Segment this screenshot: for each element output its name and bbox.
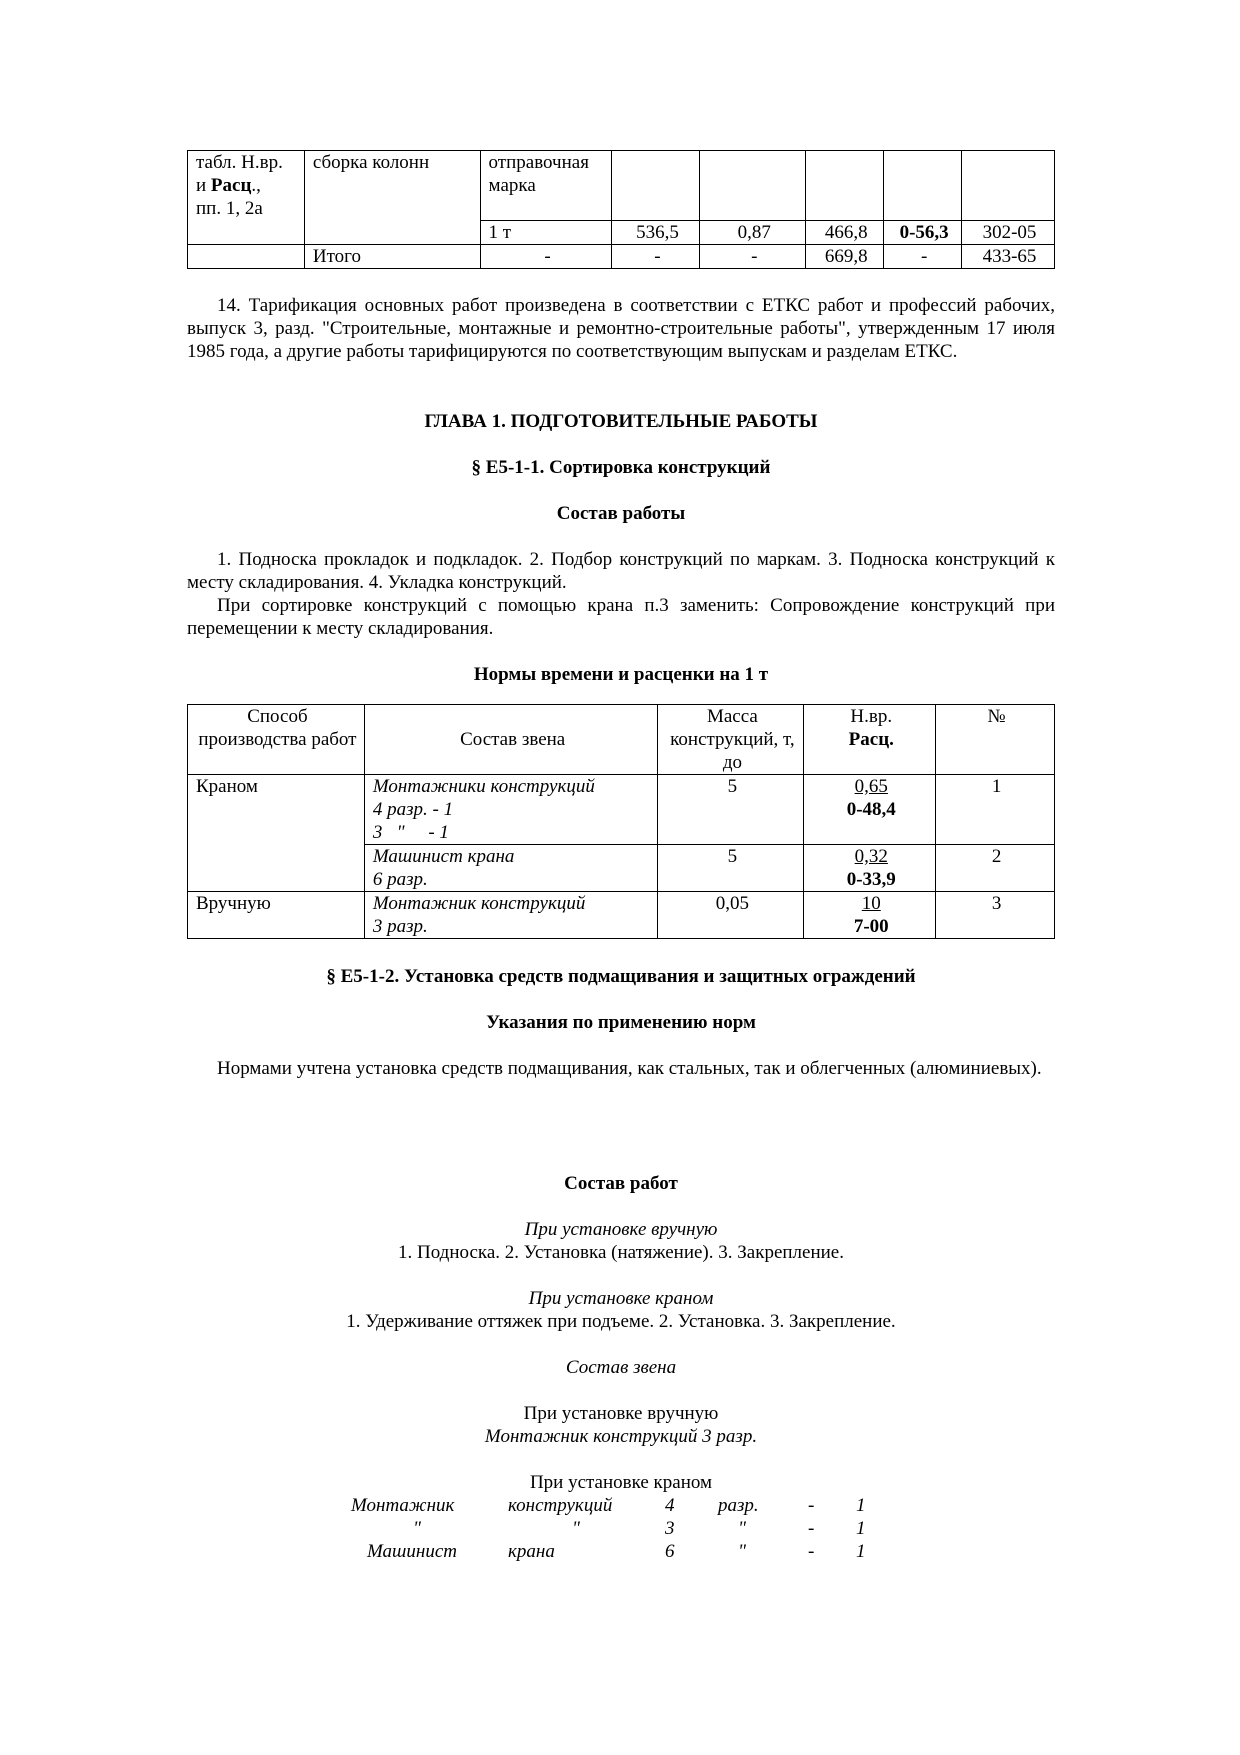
works-title: Состав работ [564,1173,678,1194]
norms-title: Нормы времени и расценки на 1 т [473,664,769,685]
header-mass: Масса конструкций, т, до [658,705,804,775]
top-table-row [188,245,1055,269]
crew-crane-grid [187,1494,1055,1569]
crew-crane-label: При установке краном [529,1472,713,1493]
mass-cell: 0,05 [658,892,804,939]
header-crew: Состав звена [364,705,658,775]
norm-cell: 0,65 0-48,4 [804,775,936,845]
crew-cell: Монтажник [351,1495,455,1516]
value-cell: - [700,245,806,269]
table-header-row [188,705,1055,775]
top-table-wrap [187,150,1055,269]
header-nvr: Н.вр. Расц. [804,705,936,775]
value-cell: 466,8 [806,221,884,245]
ref-cell: табл. Н.вр. и Расц., пп. 1, 2а [188,151,305,245]
crew-cell: Монтажник конструкций 3 разр. [364,892,658,939]
paragraph: Нормами учтена установка средств подмащивания, как стальных, так и облегченных (алюминиевых). [217,1058,1042,1079]
value-cell: 536,5 [612,221,700,245]
num-cell: 2 [936,845,1055,892]
crew-cell: 3 [665,1518,675,1539]
num-cell: 3 [936,892,1055,939]
value-cell: - [480,245,612,269]
section-title: § Е5-1-1. Сортировка конструкций [471,457,771,478]
crew-cell: Машинист крана 6 разр. [364,845,658,892]
crew-cell: 1 [856,1541,866,1562]
table-row [188,892,1055,939]
mass-cell: 5 [658,845,804,892]
crane-label: При установке краном [528,1288,714,1309]
value-cell: - [612,245,700,269]
crew-cell: 1 [856,1518,866,1539]
top-table-row [188,151,1055,221]
crew-cell: " [738,1518,746,1539]
crew-cell: 6 [665,1541,675,1562]
value-cell: 669,8 [806,245,884,269]
norms-table [187,704,1055,939]
value-cell: 433-65 [962,245,1055,269]
paragraph-14: 14. Тарификация основных работ произведена в соответствии с ЕТКС работ и профессий рабочих, выпуск 3, разд. "Строительные, монтажные и ремонтно-строительные работы", утвержденным 17 июля 1985 года, а другие работы тарифицируются по соответствующим выпускам и разделам ЕТКС. [187,295,1055,362]
method-cell: Краном [188,775,365,892]
crew-cell: - [808,1495,815,1516]
crew-cell: " [738,1541,746,1562]
chapter-title: ГЛАВА 1. ПОДГОТОВИТЕЛЬНЫЕ РАБОТЫ [424,411,818,432]
crew-cell: " [572,1518,580,1539]
composition-title: Состав работы [556,503,686,524]
crew-manual-text: Монтажник конструкций 3 разр. [484,1426,758,1447]
section-title: § Е5-1-2. Установка средств подмащивания и защитных ограждений [326,966,916,987]
paragraph: 1. Подноска прокладок и подкладок. 2. Подбор конструкций по маркам. 3. Подноска конструкций к месту складирования. 4. Укладка конструкций. [187,549,1055,593]
crew-cell: Машинист [367,1541,457,1562]
work-cell: сборка колонн [304,151,480,245]
norm-cell: 0,32 0-33,9 [804,845,936,892]
table-row [188,775,1055,845]
crew-cell: 4 [665,1495,675,1516]
unit-cell: 1 т [480,221,612,245]
crew-cell: - [808,1541,815,1562]
norm-cell: 10 7-00 [804,892,936,939]
crew-cell: " [413,1518,421,1539]
crew-cell: конструкций [508,1495,613,1516]
value-cell: 0-56,3 [884,221,962,245]
norms-table-wrap [187,704,1055,939]
guide-title: Указания по применению норм [486,1012,756,1033]
value-cell: - [884,245,962,269]
mass-cell: 5 [658,775,804,845]
num-cell: 1 [936,775,1055,845]
item-cell: отправочная марка [480,151,612,221]
crane-text: 1. Удерживание оттяжек при подъеме. 2. Установка. 3. Закрепление. [346,1311,896,1332]
value-cell: 0,87 [700,221,806,245]
crew-manual-label: При установке вручную [523,1403,719,1424]
top-table [187,150,1055,269]
crew-cell: крана [508,1541,555,1562]
crew-cell: - [808,1518,815,1539]
crew-cell: Монтажники конструкций 4 разр. - 1 3 " - 1 [364,775,658,845]
method-cell: Вручную [188,892,365,939]
total-label: Итого [304,245,480,269]
manual-label: При установке вручную [524,1219,718,1240]
manual-text: 1. Подноска. 2. Установка (натяжение). 3. Закрепление. [398,1242,844,1263]
value-cell: 302-05 [962,221,1055,245]
paragraph: При сортировке конструкций с помощью крана п.3 заменить: Сопровождение конструкций при перемещении к месту складирования. [187,595,1055,639]
crew-title: Состав звена [565,1357,677,1378]
header-num: № [936,705,1055,775]
header-method: Способ производства работ [188,705,365,775]
crew-cell: 1 [856,1495,866,1516]
crew-cell: разр. [718,1495,759,1516]
document-page [187,0,1055,1755]
